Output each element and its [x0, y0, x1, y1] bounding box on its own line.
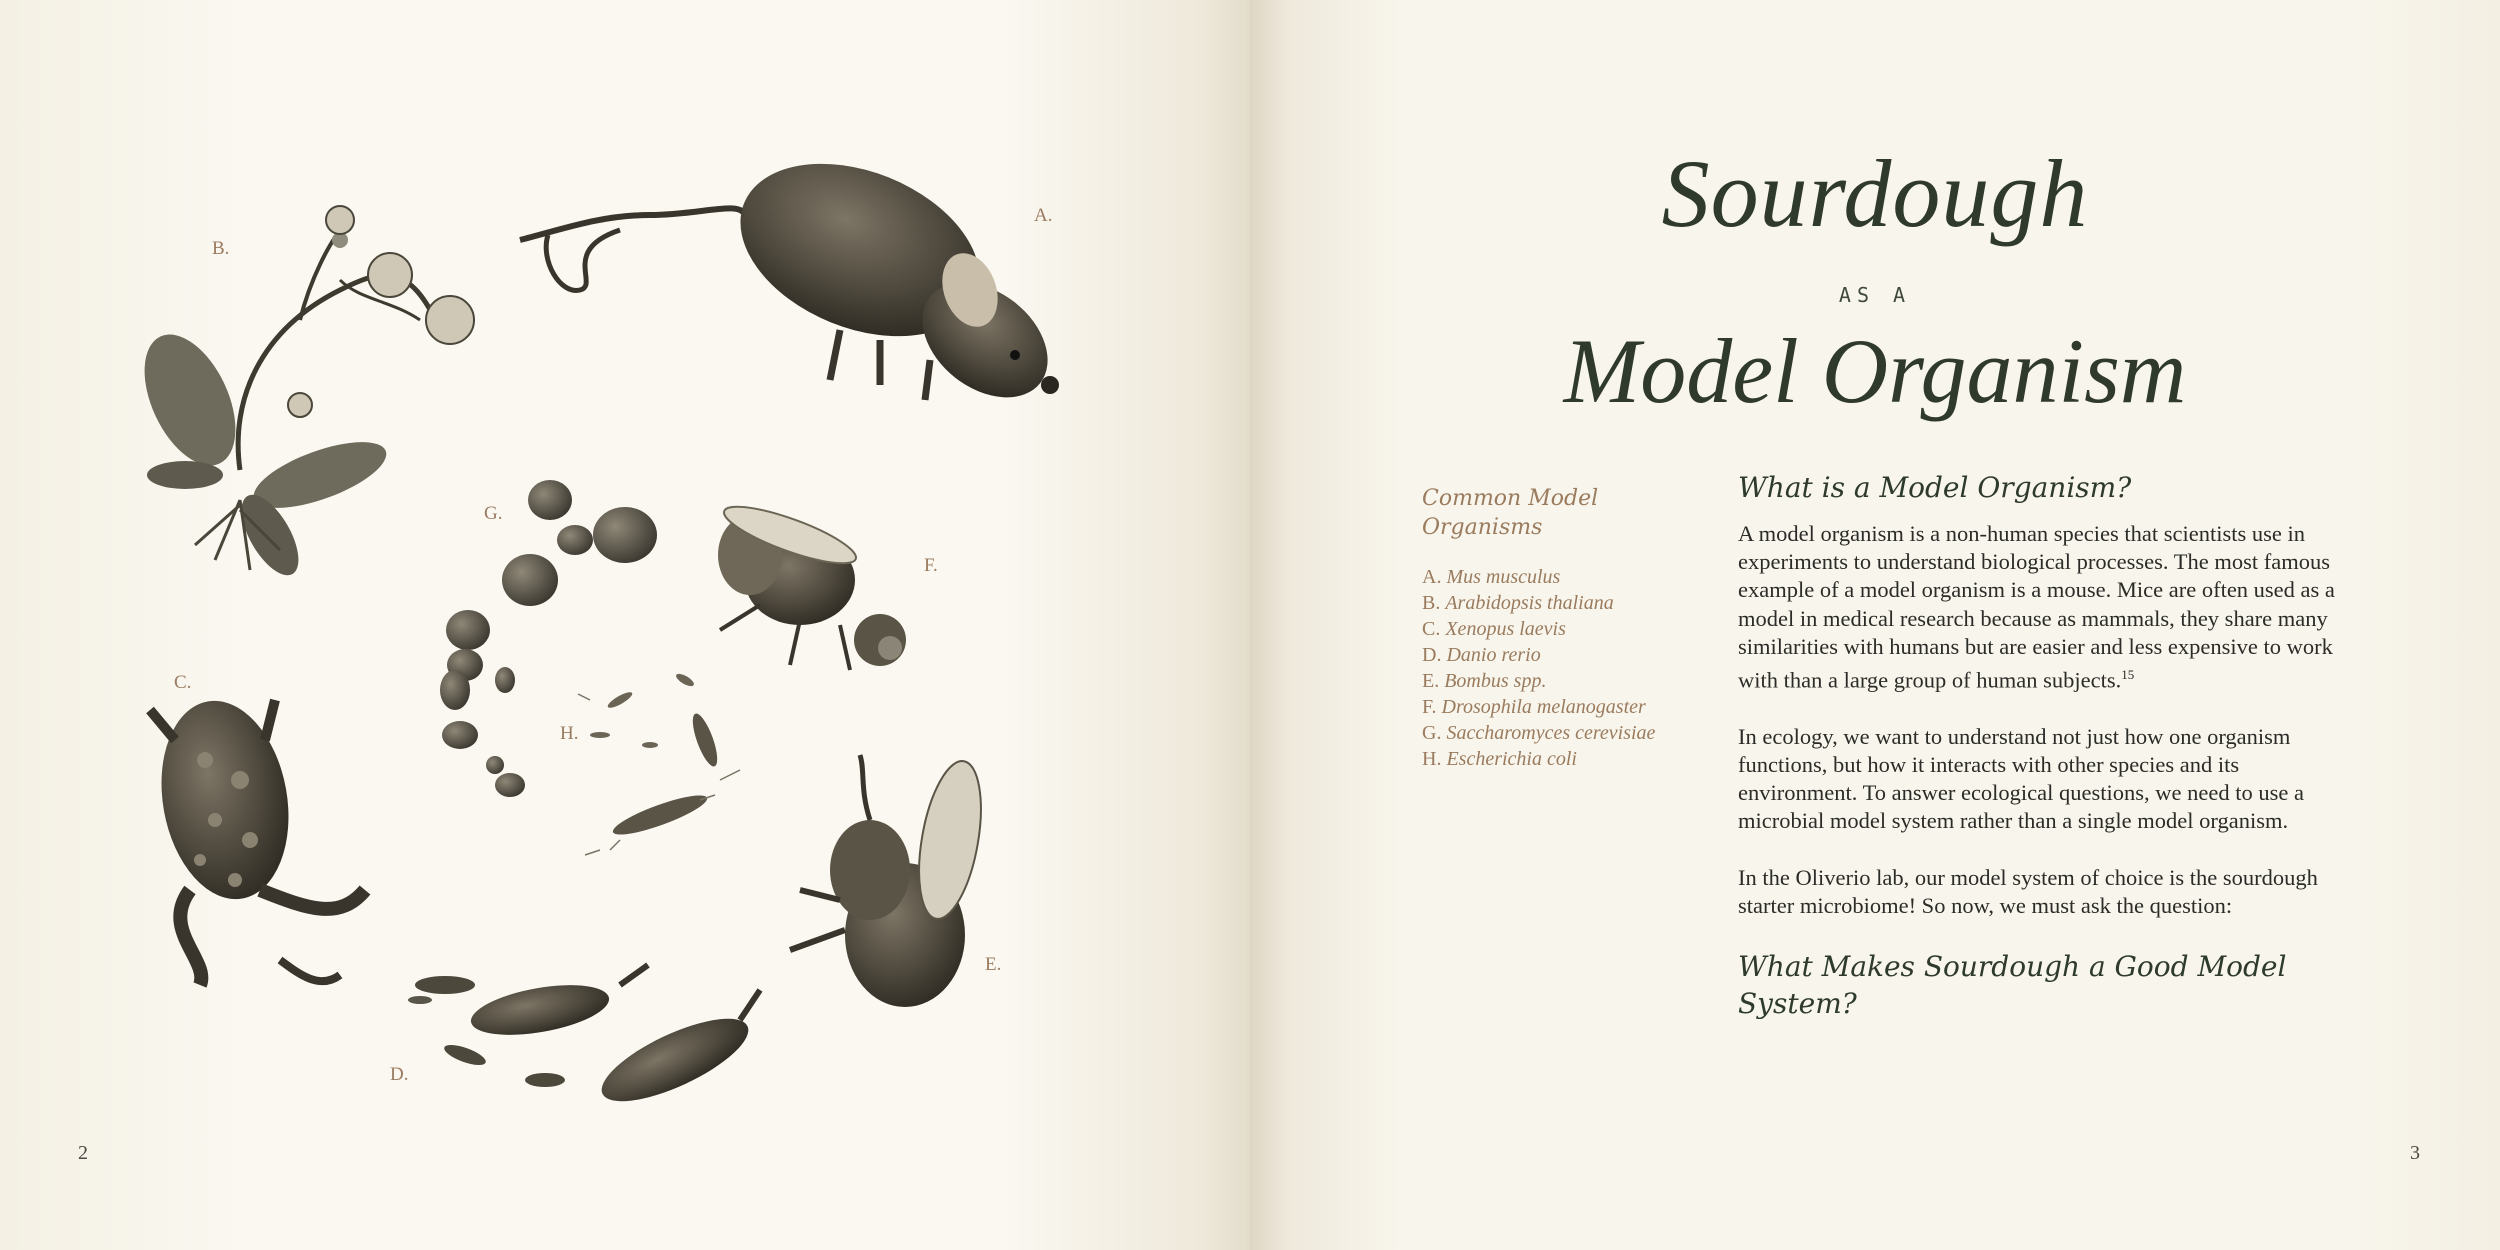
species-list — [1422, 564, 1672, 772]
zebrafish-illustration — [408, 965, 760, 1117]
species-item: D. Danio rerio — [1422, 644, 1541, 666]
figure-label-e: E. — [985, 954, 1002, 975]
sidebar-common-organisms — [1422, 484, 1672, 772]
bumblebee-illustration — [790, 755, 991, 1007]
fruit-fly-illustration — [718, 496, 906, 670]
figure-label-f: F. — [924, 555, 938, 576]
species-item: E. Bombus spp. — [1422, 670, 1547, 692]
mouse-illustration — [520, 131, 1070, 421]
paragraph-definition: A model organism is a non-human species that scientists use in experiments to understand biological processes. The most famous example of a model organism is a mouse. Mice are often used as a model in medical research because as mammals, they share many similarities with humans but are easier and less expensive to work with than a large group of human subjects.$^{15}$ — [1738, 521, 2335, 693]
species-item: F. Drosophila melanogaster — [1422, 696, 1646, 718]
title-model-organism: Model Organism — [1563, 320, 2187, 422]
figure-label-h: H. — [560, 723, 579, 744]
heading-what-is-model-organism: What is a Model Organism? — [1738, 471, 2132, 504]
paragraph-oliverio-lab: In the Oliverio lab, our model system of choice is the sourdough starter microbiome! So now, we must ask the question: — [1738, 864, 2318, 918]
figure-label-c: C. — [174, 672, 192, 693]
figure-label-g: G. — [484, 503, 503, 524]
title-sourdough: Sourdough — [1661, 140, 2089, 247]
species-item: A. Mus musculus — [1422, 566, 1561, 588]
page-number-right: 3 — [2410, 1142, 2420, 1164]
heading-what-makes-sourdough: What Makes Sourdough a Good Model System? — [1738, 949, 2287, 1020]
species-item: G. Saccharomyces cerevisiae — [1422, 722, 1656, 744]
sidebar-heading: Common Model Organisms — [1422, 486, 1599, 540]
paragraph-ecology: In ecology, we want to understand not just how one organism functions, but how it interacts with other species and its environment. To answer ecological questions, we need to use a microbial model system rather than a single model organism. — [1738, 723, 2304, 834]
frog-illustration — [147, 691, 365, 985]
right-page — [1250, 0, 2500, 1250]
footnote-ref[interactable]: 15 — [2121, 667, 2135, 683]
figure-label-a: A. — [1034, 205, 1053, 226]
species-item: H. Escherichia coli — [1422, 748, 1577, 770]
page-number-left: 2 — [78, 1142, 88, 1164]
figure-label-b: B. — [212, 238, 230, 259]
figure-label-d: D. — [390, 1064, 409, 1085]
main-content — [1738, 470, 2358, 1022]
flowering-plant-illustration — [126, 206, 474, 584]
species-item: B. Arabidopsis thaliana — [1422, 592, 1614, 614]
species-item: C. Xenopus laevis — [1422, 618, 1566, 640]
yeast-cells-illustration — [440, 480, 657, 797]
title-as-a: AS A — [1838, 283, 1912, 307]
bacteria-illustration — [578, 672, 740, 855]
